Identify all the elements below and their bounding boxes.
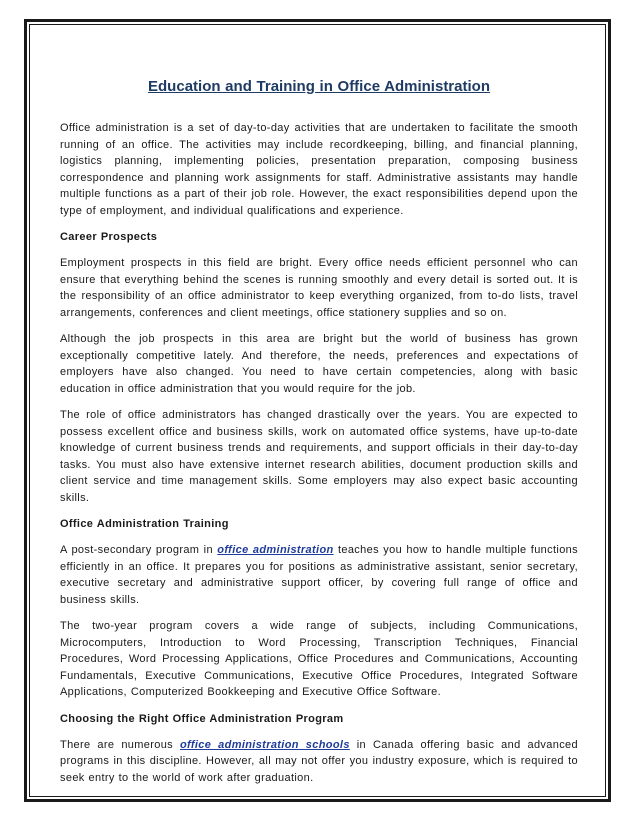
career-paragraph-3: The role of office administrators has changed drastically over the years. You are expected to possess excellent office and business skills, work on automated office systems, have up-to-date knowledge of current business trends and requirements, and support officials in their day-to-day tasks. You must also have extensive internet research abilities, document production skills and client service and time management skills. Some employers may also expect basic accounting skills. xyxy=(60,409,578,504)
training-text-before-link: A post-secondary program in xyxy=(60,544,218,556)
choosing-text-before-link: There are numerous xyxy=(60,738,180,751)
training-heading: Office Administration Training xyxy=(60,518,229,530)
choosing-text-after-link: in Canada offering basic and advanced programs in this discipline. However, all may not offer you industry exposure, which is required to seek entry to the world of work after graduation. xyxy=(60,738,578,784)
choosing-heading: Choosing the Right Office Administration Program xyxy=(60,712,344,725)
office-administration-schools-link[interactable]: office administration schools xyxy=(179,738,350,751)
intro-paragraph: Office administration is a set of day-to-day activities that are undertaken to facilitate the smooth running of an office. The activities may include recordkeeping, billing, and financial planning, logistics planning, implementing policies, presentation preparation, composing business correspondence and planning work assignments for staff. Administrative assistants may handle multiple functions as a part of their job role. However, the exact responsibilities depend upon the type of employment, and individual qualifications and experience. xyxy=(60,122,578,217)
choosing-paragraph-1 xyxy=(60,737,578,787)
career-paragraph-1: Employment prospects in this field are bright. Every office needs efficient personnel who can ensure that everything behind the scenes is running smoothly and every detail is sorted out. It is the responsibility of an office administrator to keep everything organized, from to-do lists, travel arrangements, conferences and client meetings, office stationery supplies and so on. xyxy=(60,257,578,319)
career-prospects-heading: Career Prospects xyxy=(60,231,158,243)
training-paragraph-1 xyxy=(60,542,578,608)
career-paragraph-2: Although the job prospects in this area are bright but the world of business has grown exceptionally competitive lately. And therefore, the needs, preferences and expectations of employers have also changed. You need to have certain competencies, along with basic education in office administration that you would require for the job. xyxy=(60,333,578,395)
training-paragraph-2: The two-year program covers a wide range of subjects, including Communications, Microcomputers, Introduction to Word Processing, Transcription Techniques, Financial Procedures, Word Processing Applications, Office Procedures and Communications, Accounting Fundamentals, Executive Communications, Executive Office Procedures, Integrated Software Applications, Computerized Bookkeeping and Executive Office Software. xyxy=(60,620,578,698)
document-title: Education and Training in Office Administration xyxy=(148,78,490,95)
document-body xyxy=(60,77,578,796)
training-text-after-link: teaches you how to handle multiple functions efficiently in an office. It prepares you for positions as administrative assistant, senior secretary, executive secretary and administrative support officer, by covering full range of office and business skills. xyxy=(60,544,578,606)
office-administration-link[interactable]: office administration xyxy=(217,544,334,556)
